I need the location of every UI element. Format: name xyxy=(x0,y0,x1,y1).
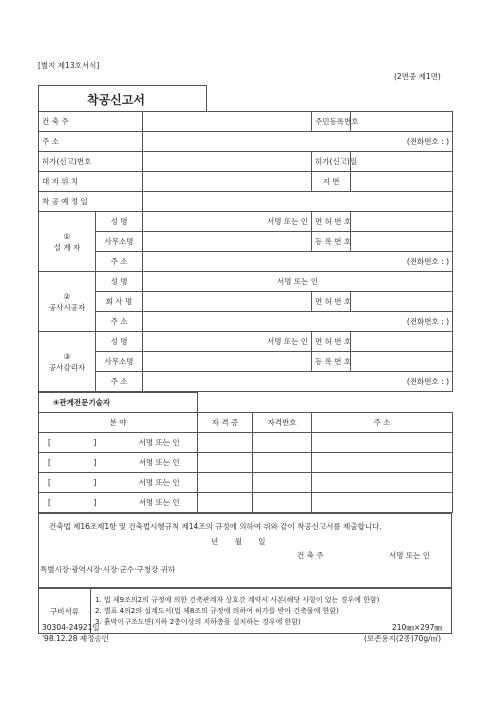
declaration-sign[interactable]: 서명 또는 인 xyxy=(389,551,430,560)
field-expert-2-address[interactable] xyxy=(312,453,453,473)
label-builder-license: 면 허 번 호 xyxy=(312,292,351,312)
row-attachments xyxy=(39,589,452,634)
label-permit-no: 허가(신고)번호 xyxy=(39,152,143,172)
attachment-item: 3. 흙막이구조도면(지하 2층이상의 지하층을 설치하는 경우에 한함) xyxy=(95,617,301,626)
row-owner xyxy=(39,112,453,132)
attachments-table xyxy=(38,588,452,634)
attachment-item: 2. 별표 4의2의 설계도서(법 제8조의 규정에 의하여 허가를 받아 건축물에 한함) xyxy=(95,606,339,615)
footer-code: 30304-24921일 xyxy=(42,623,100,632)
declaration-owner: 건 축 주 xyxy=(297,551,324,560)
attachments-label: 구비서류 xyxy=(39,589,91,634)
field-designer-reg[interactable] xyxy=(351,232,453,252)
field-supervisor-name[interactable]: 서명 또는 인 xyxy=(143,332,312,352)
field-site[interactable] xyxy=(143,172,312,192)
declaration-box xyxy=(39,514,452,588)
label-designer-address: 주 소 xyxy=(96,252,143,272)
row-permit xyxy=(39,152,453,172)
field-expert-4-qual[interactable] xyxy=(198,493,253,513)
field-permit-date[interactable] xyxy=(351,152,453,172)
field-builder-license[interactable] xyxy=(351,292,453,312)
field-expert-1-qual[interactable] xyxy=(198,433,253,453)
label-resident-no: 주민등록번호 xyxy=(312,112,351,132)
label-supervisor-license: 면 허 번 호 xyxy=(312,332,351,352)
row-experts-header xyxy=(39,413,453,433)
page-info: (2면중 제1면) xyxy=(394,72,441,81)
label-designer-license: 면 허 번 호 xyxy=(312,212,351,232)
label-supervisor-office: 사무소명 xyxy=(96,352,143,372)
field-expert-3[interactable]: [ ] 서명 또는 인 xyxy=(39,473,198,493)
label-supervisor-reg: 등 록 번 호 xyxy=(312,352,351,372)
attachment-item: 1. 법 제9조의2의 규정에 의한 건축관계자 상호간 계약서 사본(해당 사항이 있는 경우에 한함) xyxy=(95,595,380,604)
expert-row xyxy=(39,433,453,453)
section-designer: ① 설 계 자 xyxy=(39,212,96,272)
declaration-text: 건축법 제16조제1항 및 건축법시행규칙 제14조의 규정에 의하여 위와 같이 착공신고서를 제출합니다. xyxy=(49,522,382,531)
footer-approval: '98.12.28 제정승인 xyxy=(42,634,109,643)
field-builder-company[interactable] xyxy=(143,292,312,312)
field-address[interactable]: (전화번호 : ) xyxy=(143,132,453,152)
expert-row xyxy=(39,473,453,493)
field-expert-2-qualno[interactable] xyxy=(253,453,312,473)
field-expert-1[interactable]: [ ] 서명 또는 인 xyxy=(39,433,198,453)
label-builder-company: 회 사 명 xyxy=(96,292,143,312)
field-expert-4-qualno[interactable] xyxy=(253,493,312,513)
section-builder: ② 공사시공자 xyxy=(39,272,96,332)
label-supervisor-name: 성 명 xyxy=(96,332,143,352)
field-expert-2[interactable]: [ ] 서명 또는 인 xyxy=(39,453,198,473)
field-supervisor-office[interactable] xyxy=(143,352,312,372)
field-permit-no[interactable] xyxy=(143,152,312,172)
section-supervisor: ③ 공사감리자 xyxy=(39,332,96,392)
header-qualno: 자격번호 xyxy=(253,413,312,433)
row-supervisor-address xyxy=(39,372,453,392)
field-expert-1-qualno[interactable] xyxy=(253,433,312,453)
field-designer-license[interactable] xyxy=(351,212,453,232)
row-declaration xyxy=(39,514,452,588)
row-address xyxy=(39,132,453,152)
label-permit-date: 허가(신고)일 xyxy=(312,152,351,172)
footer-paper: (보존용지(2종)70g/㎡) xyxy=(364,634,442,643)
experts-title: ④관계전문기술자 xyxy=(39,393,198,413)
declaration-recipient: 특별시장·광역시장·시장·군수·구청장 귀하 xyxy=(40,565,176,574)
field-resident-no[interactable] xyxy=(351,112,453,132)
row-designer-name xyxy=(39,212,453,232)
label-start-date: 착 공 예 정 일 xyxy=(39,192,143,212)
report-form xyxy=(38,111,452,634)
field-owner[interactable] xyxy=(143,112,312,132)
expert-row xyxy=(39,493,453,513)
field-builder-address[interactable]: (전화번호 : ) xyxy=(143,312,453,332)
field-supervisor-license[interactable] xyxy=(351,332,453,352)
form-number: [별지 제13호서식] xyxy=(38,61,100,70)
label-owner: 건 축 주 xyxy=(39,112,143,132)
field-expert-1-address[interactable] xyxy=(312,433,453,453)
field-supervisor-address[interactable]: (전화번호 : ) xyxy=(143,372,453,392)
row-designer-office xyxy=(39,232,453,252)
field-start-date[interactable] xyxy=(143,192,453,212)
field-expert-2-qual[interactable] xyxy=(198,453,253,473)
field-expert-3-address[interactable] xyxy=(312,473,453,493)
label-designer-reg: 등 록 번 호 xyxy=(312,232,351,252)
field-lot[interactable] xyxy=(351,172,453,192)
header-qual: 자 격 증 xyxy=(198,413,253,433)
row-supervisor-name xyxy=(39,332,453,352)
label-designer-name: 성 명 xyxy=(96,212,143,232)
form-title: 착공신고서 xyxy=(87,93,145,107)
row-start-date xyxy=(39,192,453,212)
row-supervisor-office xyxy=(39,352,453,372)
field-expert-3-qualno[interactable] xyxy=(253,473,312,493)
label-lot: 지 번 xyxy=(312,172,351,192)
row-builder-company xyxy=(39,292,453,312)
header-field: 분 야 xyxy=(39,413,198,433)
row-site xyxy=(39,172,453,192)
field-supervisor-reg[interactable] xyxy=(351,352,453,372)
field-designer-name[interactable]: 서명 또는 인 xyxy=(143,212,312,232)
row-builder-address xyxy=(39,312,453,332)
row-designer-address xyxy=(39,252,453,272)
field-designer-address[interactable]: (전화번호 : ) xyxy=(143,252,453,272)
label-builder-address: 주 소 xyxy=(96,312,143,332)
label-supervisor-address: 주 소 xyxy=(96,372,143,392)
field-expert-4[interactable]: [ ] 서명 또는 인 xyxy=(39,493,198,513)
title-box xyxy=(38,85,207,111)
label-site: 대 지 위 치 xyxy=(39,172,143,192)
label-builder-name: 성 명 xyxy=(96,272,143,292)
header-address: 주 소 xyxy=(312,413,453,433)
field-designer-office[interactable] xyxy=(143,232,312,252)
declaration-table xyxy=(38,513,452,588)
field-expert-3-qual[interactable] xyxy=(198,473,253,493)
main-table xyxy=(38,111,453,392)
row-experts-title xyxy=(39,393,453,413)
declaration-date[interactable]: 년 월 일 xyxy=(211,537,266,546)
experts-table xyxy=(38,392,453,513)
field-expert-4-address[interactable] xyxy=(312,493,453,513)
footer-size: 210㎜×297㎜ xyxy=(392,623,442,632)
label-designer-office: 사무소명 xyxy=(96,232,143,252)
expert-row xyxy=(39,453,453,473)
field-builder-name[interactable]: 서명 또는 인 xyxy=(143,272,453,292)
label-address: 주 소 xyxy=(39,132,143,152)
row-builder-name xyxy=(39,272,453,292)
